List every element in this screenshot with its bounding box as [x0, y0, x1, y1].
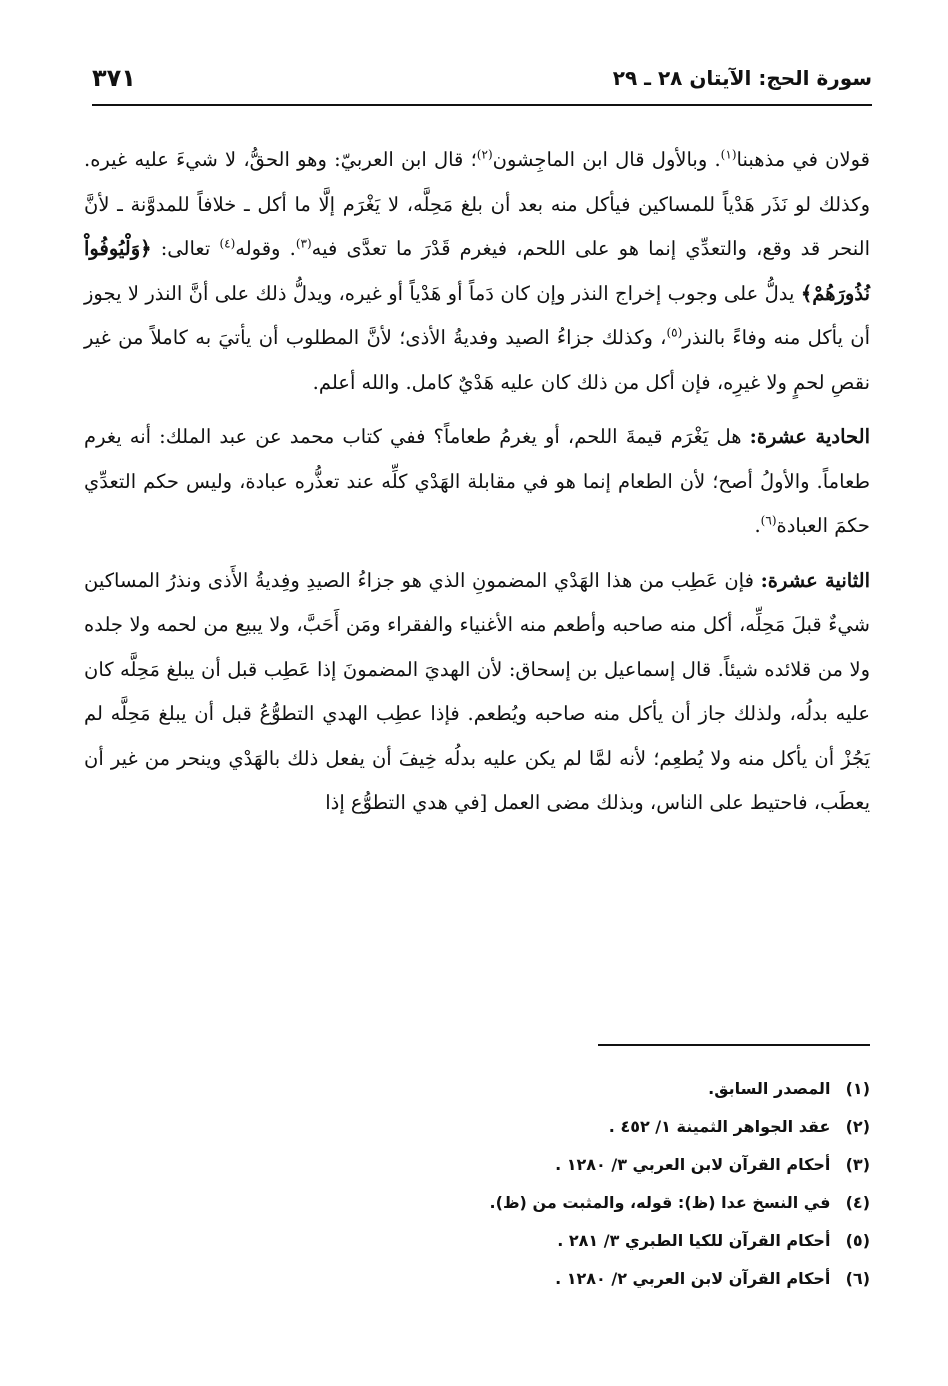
text-run: تعالى:	[151, 237, 220, 260]
footnote-ref[interactable]: (١)	[720, 147, 737, 162]
footnote-divider	[598, 1044, 870, 1046]
paragraph-twelfth	[84, 559, 870, 826]
footnote-ref[interactable]: (٥)	[666, 325, 683, 340]
footnote-item	[84, 1146, 870, 1184]
footnote-item	[84, 1070, 870, 1108]
footnotes-list	[84, 1070, 870, 1298]
footnote-number: (٣)	[845, 1155, 870, 1174]
footnote-item	[84, 1108, 870, 1146]
text-run: ، وكذلك جزاءُ الصيد وفديةُ الأذى؛ لأنَّ المطلوب أن يأتيَ به كاملاً من غير نقصِ لحمٍ ولا غيرِه، فإن أكل من ذلك كان عليه هَدْيٌ كامل. والله أعلم.	[84, 326, 870, 394]
footnote-text: عقد الجواهر الثمينة ١/ ٤٥٢ .	[608, 1117, 831, 1136]
paragraph-1	[84, 138, 870, 405]
footnote-text: في النسخ عدا (ظ): قوله، والمثبت من (ظ).	[489, 1193, 831, 1212]
paragraph-eleventh	[84, 415, 870, 549]
header-divider	[92, 104, 872, 106]
footnote-ref[interactable]: (٦)	[760, 513, 777, 528]
footnote-number: (٢)	[845, 1117, 870, 1136]
section-heading: الثانية عشرة:	[760, 568, 870, 592]
footnote-ref[interactable]: (٣)	[295, 236, 312, 251]
footnote-number: (٥)	[845, 1231, 870, 1250]
footnote-item	[84, 1184, 870, 1222]
footnote-item	[84, 1222, 870, 1260]
running-header	[92, 56, 872, 100]
footnote-number: (١)	[845, 1079, 870, 1098]
text-run: ؛ قال ابن العربيّ: وهو الحقُّ، لا شيءَ عليه غيره. وكذلك لو نَذَر هَدْياً للمساكين فيأكل منه بعد أن بلغ مَحِلَّه، لا يَغْرَم إلَّا ما أكل ـ خلافاً للمدوَّنة ـ لأنَّ النحر قد وقع، والتعدِّي إنما هو على اللحم، فيغرم قَدْرَ ما تعدَّى فيه	[84, 148, 870, 260]
text-run: يدلُّ على وجوب إخراج النذر وإن كان دَماً أو هَدْياً أو غيره، ويدلُّ ذلك على أنَّ النذر لا يجوز أن يأكل منه وفاءً بالنذر	[84, 281, 871, 349]
surah-title: سورة الحج: الآيتان ٢٨ ـ ٢٩	[612, 66, 872, 90]
footnote-number: (٤)	[845, 1193, 870, 1212]
text-run: . وبالأول قال ابن الماجِشون	[492, 148, 721, 171]
footnote-text: أحكام القرآن للكيا الطبري ٣/ ٢٨١ .	[557, 1231, 831, 1250]
footnote-text: المصدر السابق.	[708, 1079, 831, 1098]
quran-verse: ﴿وَلْيُوفُواْ نُذُورَهُمْ﴾	[84, 237, 870, 305]
footnote-text: أحكام القرآن لابن العربي ٣/ ١٢٨٠ .	[555, 1155, 831, 1174]
text-run: فإن عَطِب من هذا الهَدْي المضمونِ الذي هو جزاءُ الصيدِ وفِديةُ الأَذى ونذرُ المساكين شيءٌ قبلَ مَحِلِّه، أكل منه صاحبه وأطعم منه الأغنياء والفقراء ومَن أَحَبَّ، ولا يبيع من لحمه ولا جلده ولا من قلائده شيئاً. قال إسماعيل بن إسحاق: لأن الهديَ المضمونَ إذا عَطِب قبل أن يبلغ مَحِلَّه كان عليه بدلُه، ولذلك جاز أن يأكل منه صاحبه ويُطعم. فإذا عطِب الهدي التطوُّعُ قبل أن يبلغ مَحِلَّه لم يَجُزْ أن يأكل منه ولا يُطعِم؛ لأنه لمَّا لم يكن عليه بدلُه خِيفَ أن يفعل ذلك بالهَدْي وينحر من غير أن يعطَب، فاحتيط على الناس، وبذلك مضى العمل [في هدي التطوُّع إذا	[84, 568, 870, 814]
text-run: . وقوله	[235, 237, 296, 260]
footnote-number: (٦)	[845, 1269, 870, 1288]
main-text	[84, 138, 870, 826]
section-heading: الحادية عشرة:	[749, 425, 870, 448]
footnote-ref[interactable]: (٤)	[219, 236, 236, 251]
footnote-ref[interactable]: (٢)	[476, 147, 493, 162]
text-run: .	[754, 514, 761, 537]
text-run: هل يَغْرَم قيمةَ اللحم، أو يغرمُ طعاماً؟ ففي كتاب محمد عن عبد الملك: أنه يغرم طعاماً. والأولُ أصح؛ لأن الطعام إنما هو في مقابلة الهَدْي كلِّه عند تعذُّره عبادة، وليس حكم التعدِّي حكمَ العبادة	[84, 425, 870, 537]
page-number: ٣٧١	[92, 64, 136, 92]
text-run: قولان في مذهبنا	[736, 148, 870, 171]
footnote-item	[84, 1260, 870, 1298]
footnote-text: أحكام القرآن لابن العربي ٢/ ١٢٨٠ .	[555, 1269, 831, 1288]
